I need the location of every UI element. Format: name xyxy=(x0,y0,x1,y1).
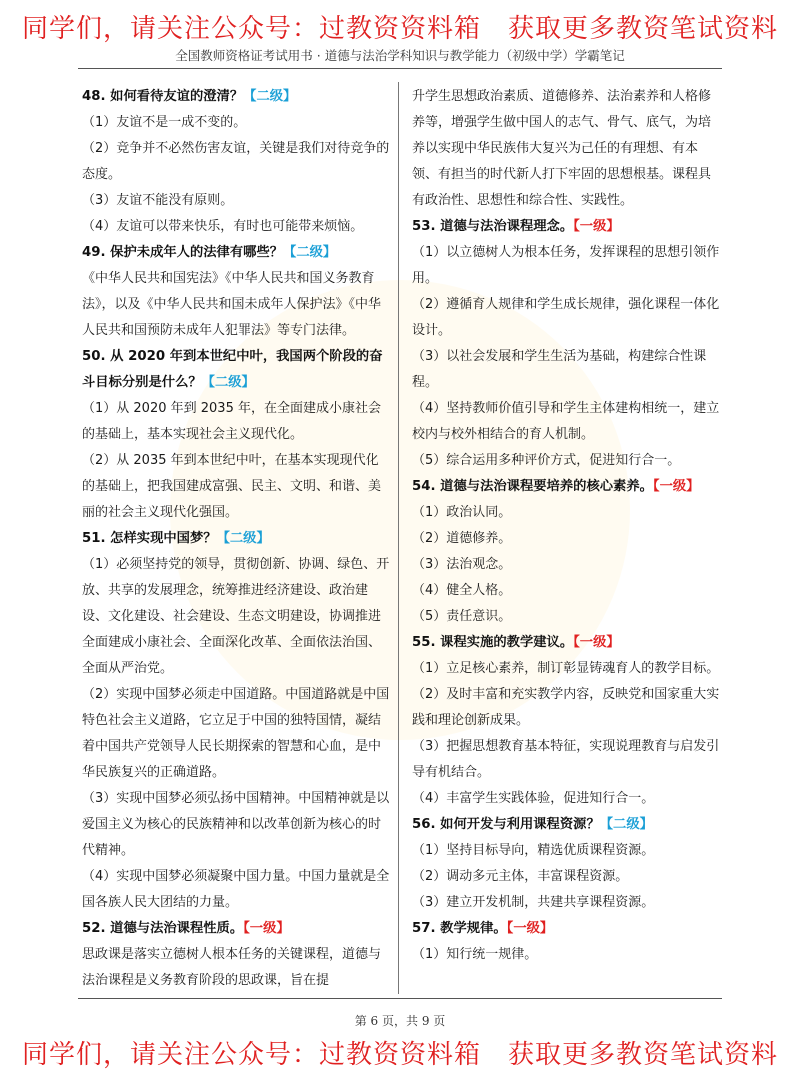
top-banner: 同学们，请关注公众号：过教资资料箱 获取更多教资笔试资料 xyxy=(21,14,778,44)
page-number: 第 6 页，共 9 页 xyxy=(354,1014,446,1028)
answer-paragraph: 《中华人民共和国宪法》《中华人民共和国义务教育法》，以及《中华人民共和国未成年人保护法》《中华人民共和国预防未成年人犯罪法》等专门法律。 xyxy=(82,271,382,338)
question-text: 52. 道德与法治课程性质。 xyxy=(82,921,244,936)
level-tag: 【一级】 xyxy=(573,635,620,650)
answer-paragraph: （4）实现中国梦必须凝聚中国力量。中国力量就是全国各族人民大团结的力量。 xyxy=(82,869,390,910)
question-text: 56. 如何开发与利用课程资源？ xyxy=(412,817,600,832)
answer-paragraph: （2）遵循育人规律和学生成长规律，强化课程一体化设计。 xyxy=(412,297,720,338)
answer-paragraph: （3）以社会发展和学生生活为基础，构建综合性课程。 xyxy=(412,349,707,390)
answer-paragraph: （1）以立德树人为根本任务，发挥课程的思想引领作用。 xyxy=(412,245,720,286)
question-text: 50. 从 2020 年到本世纪中叶，我国两个阶段的奋斗目标分别是什么？ xyxy=(82,349,383,390)
header-divider xyxy=(78,68,722,69)
answer-paragraph: （1）知行统一规律。 xyxy=(412,947,538,962)
answer-paragraph: （1）友谊不是一成不变的。 xyxy=(82,115,247,130)
answer-paragraph: （4）丰富学生实践体验，促进知行合一。 xyxy=(412,791,655,806)
level-tag: 【二级】 xyxy=(243,89,297,104)
question-text: 48. 如何看待友谊的澄清？ xyxy=(82,89,244,104)
right-column xyxy=(412,84,720,968)
answer-paragraph: （2）竞争并不必然伤害友谊，关键是我们对待竞争的态度。 xyxy=(82,141,390,182)
answer-paragraph: （1）政治认同。 xyxy=(412,505,512,520)
question-heading xyxy=(412,214,720,240)
answer-paragraph: （2）及时丰富和充实教学内容，反映党和国家重大实践和理论创新成果。 xyxy=(412,687,720,728)
answer-paragraph: 思政课是落实立德树人根本任务的关键课程，道德与法治课程是义务教育阶段的思政课，旨在提 xyxy=(82,947,382,988)
question-heading xyxy=(82,916,390,942)
book-subtitle: 全国教师资格证考试用书 · 道德与法治学科知识与教学能力（初级中学）学霸笔记 xyxy=(175,48,625,63)
left-column xyxy=(82,84,390,994)
answer-paragraph: （3）友谊不能没有原则。 xyxy=(82,193,234,208)
question-heading xyxy=(82,84,390,110)
question-text: 49. 保护未成年人的法律有哪些？ xyxy=(82,245,284,260)
answer-paragraph: （3）建立开发机制，共建共享课程资源。 xyxy=(412,895,655,910)
answer-paragraph: （1）立足核心素养，制订彰显铸魂育人的教学目标。 xyxy=(412,661,720,676)
footer-divider xyxy=(78,998,722,999)
level-tag: 【一级】 xyxy=(243,921,290,936)
answer-paragraph: （5）责任意识。 xyxy=(412,609,512,624)
answer-paragraph: （3）法治观念。 xyxy=(412,557,512,572)
question-heading xyxy=(82,526,390,552)
question-text: 51. 怎样实现中国梦？ xyxy=(82,531,217,546)
answer-paragraph: （2）从 2035 年到本世纪中叶，在基本实现现代化的基础上，把我国建成富强、民主、文明、和谐、美丽的社会主义现代化强国。 xyxy=(82,453,382,520)
level-tag: 【二级】 xyxy=(216,531,270,546)
answer-paragraph: （3）实现中国梦必须弘扬中国精神。中国精神就是以爱国主义为核心的民族精神和以改革创新为核心的时代精神。 xyxy=(82,791,390,858)
question-heading xyxy=(412,812,720,838)
level-tag: 【一级】 xyxy=(573,219,620,234)
answer-paragraph: （5）综合运用多种评价方式，促进知行合一。 xyxy=(412,453,681,468)
answer-paragraph: （2）道德修养。 xyxy=(412,531,512,546)
answer-paragraph: （3）把握思想教育基本特征，实现说理教育与启发引导有机结合。 xyxy=(412,739,720,780)
level-tag: 【二级】 xyxy=(283,245,337,260)
question-heading xyxy=(82,240,390,266)
answer-paragraph: （4）友谊可以带来快乐，有时也可能带来烦恼。 xyxy=(82,219,364,234)
question-heading xyxy=(412,916,720,942)
level-tag: 【二级】 xyxy=(599,817,653,832)
question-heading xyxy=(82,344,390,396)
answer-paragraph: （1）必须坚持党的领导，贯彻创新、协调、绿色、开放、共享的发展理念，统筹推进经济建设、政治建设、文化建设、社会建设、生态文明建设，协调推进全面建成小康社会、全面深化改革、全面依法治国、全面从严治党。 xyxy=(82,557,390,676)
answer-paragraph: （4）坚持教师价值引导和学生主体建构相统一，建立校内与校外相结合的育人机制。 xyxy=(412,401,720,442)
answer-paragraph: （1）坚持目标导向，精选优质课程资源。 xyxy=(412,843,655,858)
answer-paragraph: （2）调动多元主体，丰富课程资源。 xyxy=(412,869,629,884)
answer-paragraph: （1）从 2020 年到 2035 年，在全面建成小康社会的基础上，基本实现社会主义现代化。 xyxy=(82,401,381,442)
question-text: 55. 课程实施的教学建议。 xyxy=(412,635,574,650)
column-divider xyxy=(398,82,399,994)
bottom-banner: 同学们，请关注公众号：过教资资料箱 获取更多教资笔试资料 xyxy=(21,1040,778,1070)
level-tag: 【一级】 xyxy=(506,921,554,936)
question-text: 57. 教学规律。 xyxy=(412,921,507,936)
answer-paragraph: 升学生思想政治素质、道德修养、法治素养和人格修养等，增强学生做中国人的志气、骨气、底气，为培养以实现中华民族伟大复兴为己任的有理想、有本领、有担当的时代新人打下牢固的思想根基。课程具有政治性、思想性和综合性、实践性。 xyxy=(412,89,712,208)
answer-paragraph: （2）实现中国梦必须走中国道路。中国道路就是中国特色社会主义道路，它立足于中国的独特国情，凝结着中国共产党领导人民长期探索的智慧和心血，是中华民族复兴的正确道路。 xyxy=(82,687,390,780)
question-heading xyxy=(412,630,720,656)
question-text: 53. 道德与法治课程理念。 xyxy=(412,219,574,234)
level-tag: 【一级】 xyxy=(652,479,700,494)
answer-paragraph: （4）健全人格。 xyxy=(412,583,512,598)
level-tag: 【二级】 xyxy=(201,375,255,390)
question-text: 54. 道德与法治课程要培养的核心素养。 xyxy=(412,479,653,494)
question-heading xyxy=(412,474,720,500)
